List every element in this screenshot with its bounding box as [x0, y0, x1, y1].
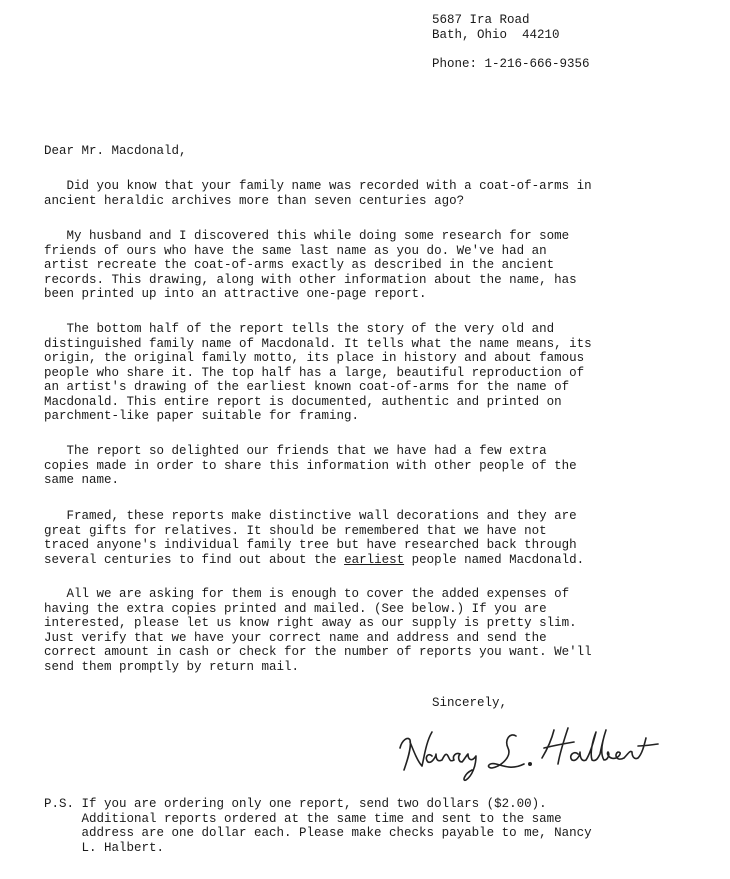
text-line: correct amount in cash or check for the number of reports you want. We'll: [44, 645, 592, 659]
text-line: Just verify that we have your correct name and address and send the: [44, 630, 547, 645]
text-line: friends of ours who have the same last name as you do. We've had an: [44, 243, 547, 258]
text-segment: several centuries to find out about the: [44, 552, 345, 567]
text-line: copies made in order to share this information with other people of the: [44, 458, 577, 473]
text-line: P.S. If you are ordering only one report, send two dollars ($2.00).: [44, 797, 547, 811]
phone-number: Phone: 1-216-666-9356: [432, 57, 590, 71]
text-line: parchment-like paper suitable for framing.: [44, 409, 360, 423]
text-line: Framed, these reports make distinctive wall decorations and they are: [44, 509, 577, 523]
paragraph: [44, 509, 704, 567]
text-line: having the extra copies printed and mailed. (See below.) If you are: [44, 601, 547, 616]
address-line: 5687 Ira Road: [432, 13, 530, 27]
text-line: Additional reports ordered at the same time and sent to the same: [44, 811, 562, 826]
text-line: [44, 553, 704, 568]
closing: Sincerely,: [432, 696, 508, 710]
paragraph: [44, 229, 704, 302]
underlined-word: earliest: [344, 552, 405, 567]
text-line: address are one dollar each. Please make checks payable to me, Nancy: [44, 826, 592, 840]
text-line: The bottom half of the report tells the story of the very old and: [44, 322, 555, 336]
text-line: L. Halbert.: [44, 840, 165, 855]
paragraph: [44, 322, 704, 424]
paragraph: [44, 444, 704, 488]
text-line: artist recreate the coat-of-arms exactly as described in the ancient: [44, 258, 555, 272]
text-line: interested, please let us know right away as our supply is pretty slim.: [44, 616, 577, 630]
text-line: My husband and I discovered this while doing some research for some: [44, 229, 570, 243]
text-line: great gifts for relatives. It should be remembered that we have not: [44, 523, 547, 538]
text-line: distinguished family name of Macdonald. It tells what the name means, its: [44, 336, 592, 351]
paragraph: [44, 587, 704, 674]
text-segment: people named Macdonald.: [404, 552, 585, 567]
text-line: The report so delighted our friends that we have had a few extra: [44, 444, 547, 458]
text-line: been printed up into an attractive one-page report.: [44, 287, 427, 301]
text-line: Macdonald. This entire report is documented, authentic and printed on: [44, 394, 562, 409]
handwritten-signature: [392, 718, 672, 790]
sender-address: [432, 13, 560, 42]
text-line: an artist's drawing of the earliest known coat-of-arms for the name of: [44, 380, 570, 394]
salutation: Dear Mr. Macdonald,: [44, 144, 187, 158]
text-line: All we are asking for them is enough to cover the added expenses of: [44, 587, 570, 601]
text-line: origin, the original family motto, its place in history and about famous: [44, 351, 585, 365]
address-line: Bath, Ohio 44210: [432, 27, 560, 42]
text-line: same name.: [44, 473, 120, 487]
paragraph: [44, 179, 704, 208]
text-line: traced anyone's individual family tree but have researched back through: [44, 538, 577, 552]
text-line: send them promptly by return mail.: [44, 659, 300, 674]
text-line: records. This drawing, along with other information about the name, has: [44, 272, 577, 287]
postscript: [44, 797, 704, 855]
text-line: ancient heraldic archives more than seven centuries ago?: [44, 193, 465, 208]
text-line: Did you know that your family name was recorded with a coat-of-arms in: [44, 179, 592, 193]
text-line: people who share it. The top half has a large, beautiful reproduction of: [44, 365, 585, 380]
